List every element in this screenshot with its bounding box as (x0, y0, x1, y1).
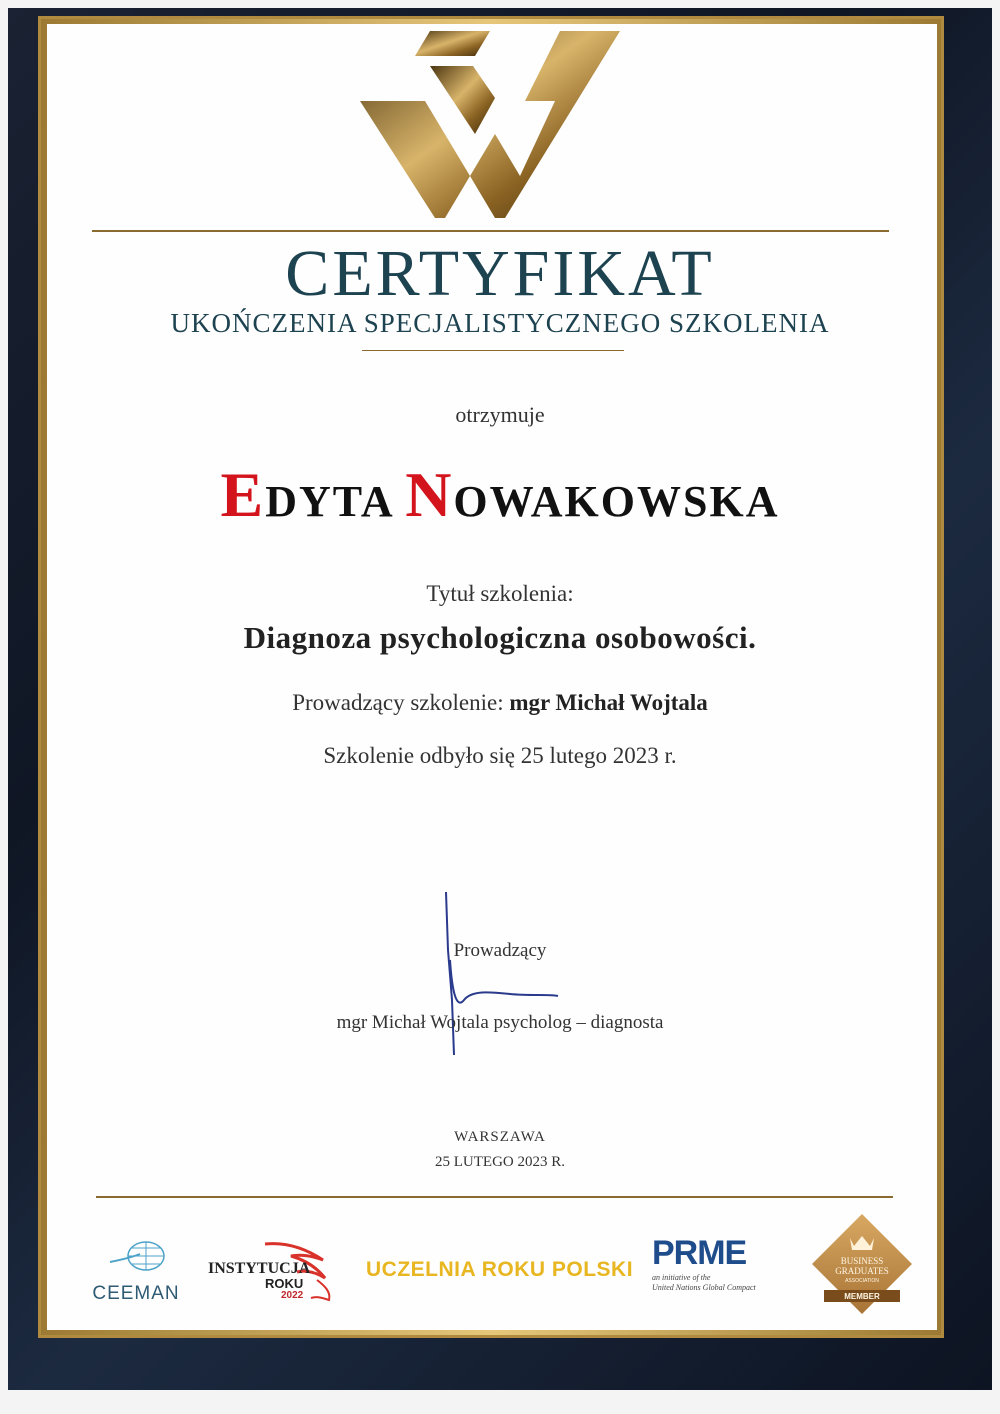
first-name-rest: DYTA (265, 477, 393, 526)
first-name-initial: E (220, 459, 266, 530)
issue-date: 25 LUTEGO 2023 R. (435, 1154, 565, 1170)
signature-name: mgr Michał Wojtala psycholog – diagnosta (336, 1012, 664, 1033)
bga-line1: BUSINESS (840, 1256, 884, 1266)
instytucja-year: 2022 (281, 1290, 304, 1301)
last-name-rest: OWAKOWSKA (453, 477, 780, 526)
training-date: Szkolenie odbyło się 25 lutego 2023 r. (323, 743, 677, 768)
prme-tagline-2: United Nations Global Compact (652, 1283, 756, 1292)
top-divider (92, 230, 889, 232)
instytucja-roku-logo (205, 1240, 345, 1310)
instytucja-text: INSTYTUCJA (208, 1260, 311, 1277)
ceeman-logo (86, 1240, 186, 1310)
footer-divider (96, 1196, 893, 1198)
trainer-line (0, 690, 1000, 716)
handwritten-signature (430, 890, 570, 1060)
ceeman-text: CEEMAN (92, 1283, 180, 1304)
certificate-title: CERTYFIKAT (285, 237, 715, 310)
training-label: Tytuł szkolenia: (426, 581, 574, 606)
recipient-name (0, 458, 1000, 532)
globe-icon (106, 1240, 166, 1276)
trainer-label: Prowadzący szkolenie: (292, 690, 504, 715)
trainer-name: mgr Michał Wojtala (509, 690, 708, 715)
certificate-subtitle: UKOŃCZENIA SPECJALISTYCZNEGO SZKOLENIA (170, 308, 830, 338)
last-name-initial: N (405, 459, 454, 530)
uczelnia-roku-logo: UCZELNIA ROKU POLSKI (366, 1258, 634, 1281)
prme-text: PRME (652, 1234, 747, 1272)
receives-label: otrzymuje (455, 402, 545, 427)
roku-text: ROKU (265, 1276, 304, 1291)
prme-logo (652, 1234, 770, 1293)
bga-member-badge (810, 1212, 914, 1316)
subtitle-divider (362, 350, 624, 351)
training-title: Diagnoza psychologiczna osobowości. (243, 620, 757, 655)
issue-city: WARSZAWA (454, 1129, 546, 1145)
bga-line3: ASSOCIATION (845, 1278, 879, 1284)
bga-line2: GRADUATES (835, 1266, 889, 1276)
prme-tagline-1: an initiative of the (652, 1273, 711, 1282)
bga-member-text: MEMBER (844, 1292, 880, 1301)
signature-role: Prowadzący (453, 940, 547, 961)
institution-logo (355, 26, 625, 221)
